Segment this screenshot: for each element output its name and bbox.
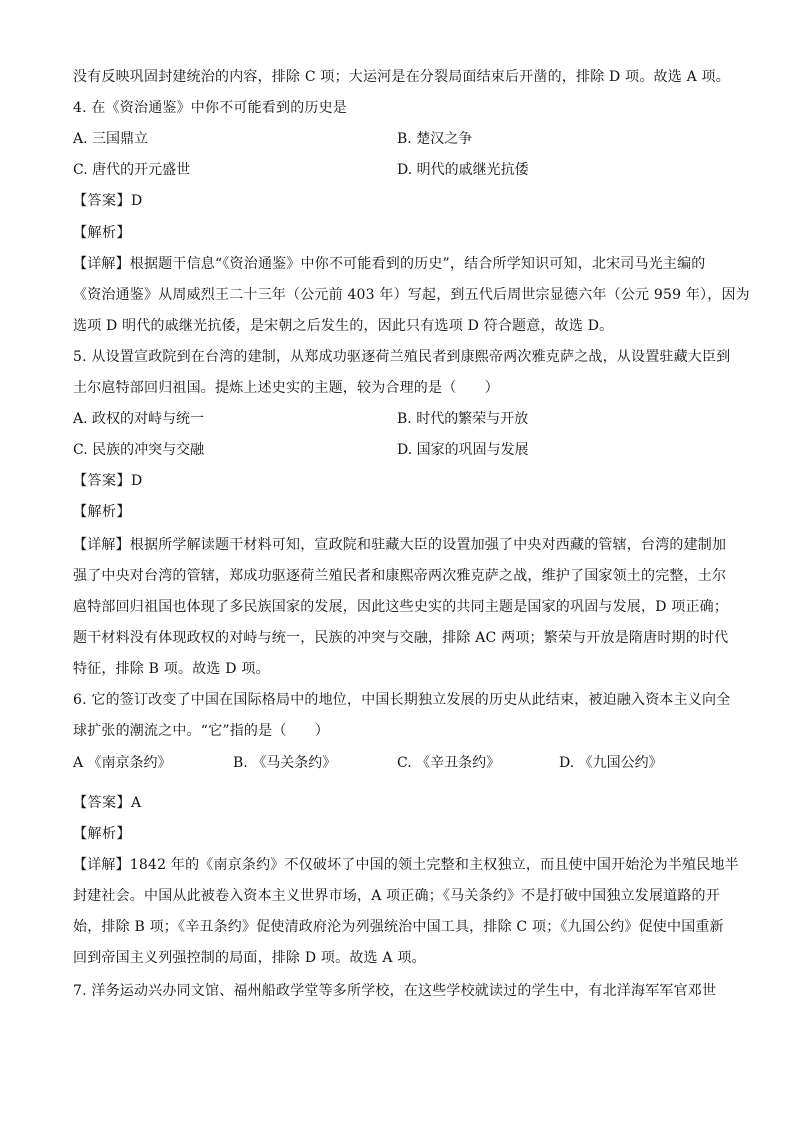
q5-explanation: 强了中央对台湾的管辖，郑成功驱逐荷兰殖民者和康熙帝两次雅克萨之战，维护了国家领土的完整，土尔 <box>73 568 727 584</box>
q6-explanation: 【详解】1842 年的《南京条约》不仅破坏了中国的领土完整和主权独立，而且使中国开始沦为半殖民地半 <box>73 857 739 873</box>
q5-option-d: D. 国家的巩固与发展 <box>397 442 529 458</box>
q4-option-b: B. 楚汉之争 <box>397 131 473 147</box>
q5-explanation: 扈特部回归祖国也体现了多民族国家的发展，因此这些史实的共同主题是国家的巩固与发展，D 项正确； <box>73 599 729 615</box>
q6-option-c: C. 《辛丑条约》 <box>397 755 501 771</box>
q6-option-d: D. 《九国公约》 <box>559 755 663 771</box>
q3-explanation-end: 没有反映巩固封建统治的内容，排除 C 项；大运河是在分裂局面结束后开凿的，排除 D 项。故选 A 项。 <box>73 69 730 85</box>
q4-answer: 【答案】D <box>73 193 143 209</box>
question-6: 6. 它的签订改变了中国在国际格局中的地位，中国长期独立发展的历史从此结束，被迫融入资本主义向全 <box>73 692 731 708</box>
question-5: 5. 从设置宣政院到在台湾的建制，从郑成功驱逐荷兰殖民者到康熙帝两次雅克萨之战，从设置驻藏大臣到 <box>73 349 731 365</box>
question-5: 土尔扈特部回归祖国。提炼上述史实的主题，较为合理的是（ ） <box>73 380 499 396</box>
q4-explanation: 选项 D 明代的戚继光抗倭，是宋朝之后发生的，因此只有选项 D 符合题意，故选 D。 <box>73 318 614 334</box>
q4-explanation: 《资治通鉴》从周威烈王二十三年（公元前 403 年）写起，到五代后周世宗显德六年（公元 959 年），因为 <box>73 287 750 303</box>
q6-explanation: 封建社会。中国从此被卷入资本主义世界市场，A 项正确；《马关条约》不是打破中国独立发展道路的开 <box>73 888 720 904</box>
q6-explanation: 回到帝国主义列强控制的局面，排除 D 项。故选 A 项。 <box>73 950 426 966</box>
q6-answer: 【答案】A <box>73 795 142 811</box>
q6-option-a: A 《南京条约》 <box>73 755 172 771</box>
q5-option-c: C. 民族的冲突与交融 <box>73 442 205 458</box>
q5-explanation: 【详解】根据所学解读题干材料可知，宣政院和驻藏大臣的设置加强了中央对西藏的管辖，台湾的建制加 <box>73 537 727 553</box>
q4-option-c: C. 唐代的开元盛世 <box>73 162 191 178</box>
q5-option-a: A. 政权的对峙与统一 <box>73 411 205 427</box>
q5-answer: 【答案】D <box>73 473 143 489</box>
q6-explanation: 始，排除 B 项；《辛丑条约》促使清政府沦为列强统治中国工具，排除 C 项；《九国公约》促使中国重新 <box>73 919 724 935</box>
question-4: 4. 在《资治通鉴》中你不可能看到的历史是 <box>73 100 348 116</box>
q4-explanation: 【详解】根据题干信息“《资治通鉴》中你不可能看到的历史”，结合所学知识可知，北宋司马光主编的 <box>73 256 706 272</box>
q5-analysis-heading: 【解析】 <box>73 504 131 520</box>
question-7: 7. 洋务运动兴办同文馆、福州船政学堂等多所学校，在这些学校就读过的学生中，有北洋海军军官邓世 <box>73 983 717 999</box>
question-6: 球扩张的潮流之中。“它”指的是（ ） <box>73 723 330 739</box>
q6-option-b: B. 《马关条约》 <box>233 755 337 771</box>
q5-option-b: B. 时代的繁荣与开放 <box>397 411 529 427</box>
q5-explanation: 特征，排除 B 项。故选 D 项。 <box>73 661 270 677</box>
q6-analysis-heading: 【解析】 <box>73 826 131 842</box>
q4-option-a: A. 三国鼎立 <box>73 131 149 147</box>
q5-explanation: 题干材料没有体现政权的对峙与统一，民族的冲突与交融，排除 AC 两项；繁荣与开放是隋唐时期的时代 <box>73 630 729 646</box>
q4-analysis-heading: 【解析】 <box>73 225 131 241</box>
q4-option-d: D. 明代的戚继光抗倭 <box>397 162 529 178</box>
